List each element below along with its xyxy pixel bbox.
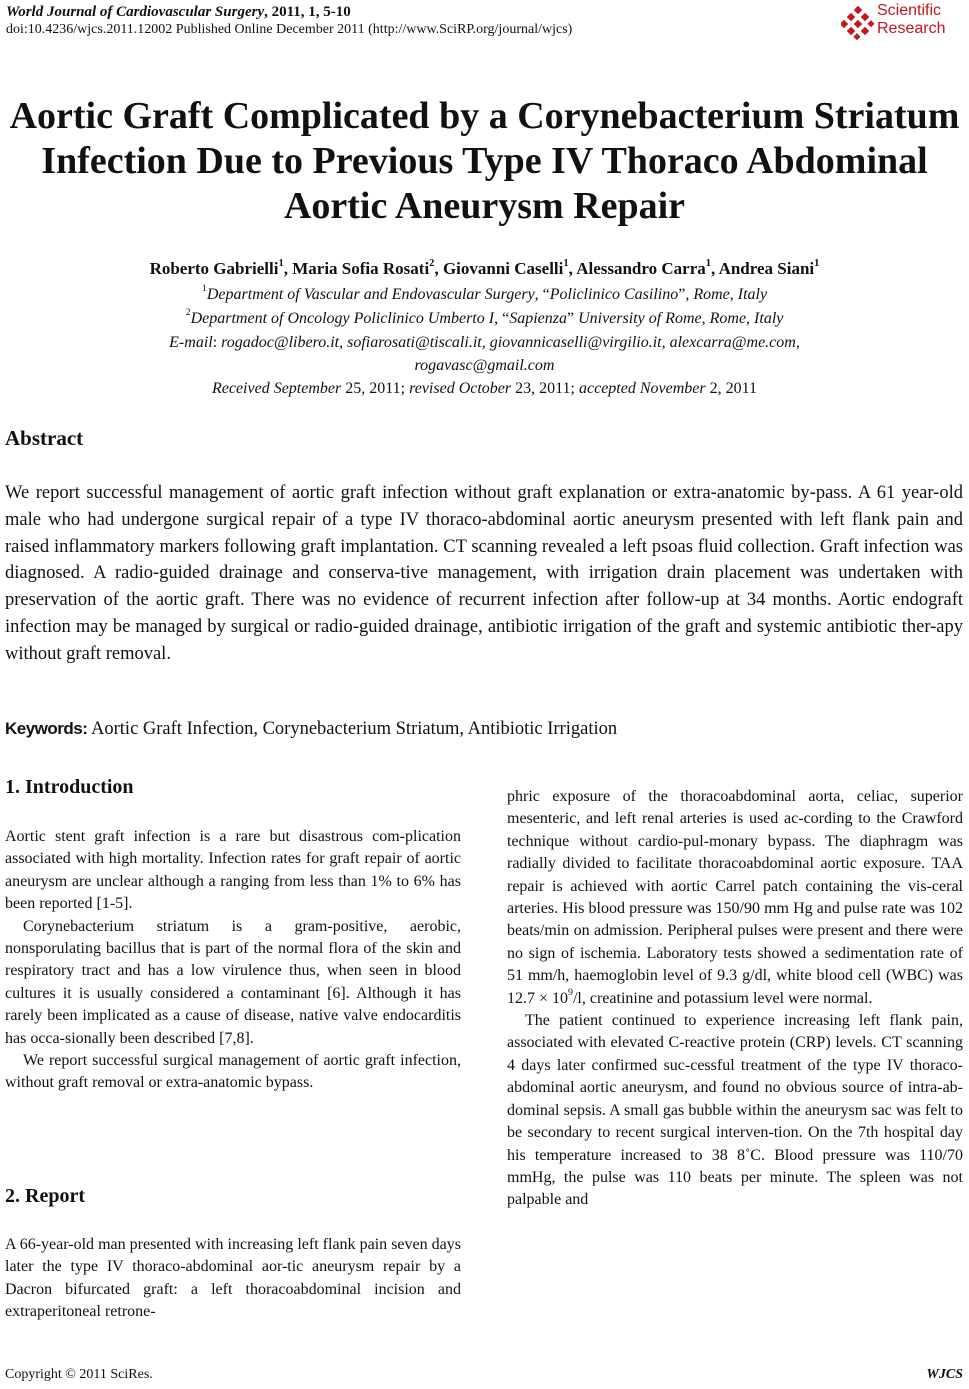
author-affil-mark: 1 [563, 257, 569, 269]
affil-mark: 2 [185, 307, 191, 319]
paragraph: The patient continued to experience increasing left flank pain, associated with elevated C-reactive protein (CRP) levels. CT scanning 4 days later confirmed suc-cessful treatment of the type IV thoraco-abdominal aortic aneurysm, and found no obvious source of intra-ab-dominal sepsis. A small gas bubble within the aneurysm sac was felt to be secondary to recent surgical interven-tion. On the 7th hospital day his temperature increased to 38 8˚C. Blood pressure was 110/70 mmHg, the pulse was 110 beats per minute. The spleen was not palpable and [507, 1012, 963, 1209]
author-name: Andrea Siani [718, 259, 815, 278]
right-column [507, 786, 963, 1212]
keywords [5, 716, 963, 742]
email-line-1 [0, 332, 969, 354]
author-separator: , [568, 259, 577, 278]
affiliation-2 [0, 308, 969, 330]
affil-punct: , [701, 310, 710, 327]
author-affil-mark: 1 [278, 257, 284, 269]
keywords-text: Aortic Graft Infection, Corynebacterium Striatum, Antibiotic Irrigation [87, 719, 618, 739]
copyright-notice: Copyright © 2011 SciRes. [5, 1367, 153, 1382]
abstract-text: We report successful management of aortic graft infection without graft explanation or extra-anatomic by-pass. A 61 year-old male who had undergone surgical repair of a type IV thoraco-abdominal aortic aneurysm presented with left flank pain and raised inflammatory markers following graft implantation. CT scanning revealed a left psoas fluid collection. Graft infection was diagnosed. A radio-guided drainage and conserva-tive management, with irrigation drain placement was undertaken with preservation of the aortic graft. There was no evidence of recurrent infection after follow-up at 34 months. Aortic endograft infection may be managed by surgical or radio-guided drainage, antibiotic irrigation of the graft and systemic antibiotic ther-apy without graft removal. [5, 483, 963, 664]
paragraph-text: phric exposure of the thoracoabdominal aorta, celiac, superior mesenteric, and left renal arteries is used ac-cording to the Crawford technique without cardio-pul-monary bypass. The diaphragm was radially divided to facilitate thoracoabdominal aortic exposure. TAA repair is achieved with aortic Carrel patch containing the vis-ceral arteries. His blood pressure was 150/90 mm Hg and pulse rate was 102 beats/min on admission. Peripheral pulses were present and there were no sign of ischemia. Laboratory tests showed a sedimentation rate of 51 mm/h, haemoglobin level of 9.3 g/dl, white blood cell (WBC) was 12.7 × 10 [507, 788, 963, 1007]
affiliation-1 [0, 284, 969, 306]
revised-date: 23, 2011; [511, 380, 579, 397]
paragraph-text: /l, creatinine and potassium level were normal. [572, 989, 873, 1007]
affil-university-name: University of Rome [578, 310, 702, 327]
paragraph: We report successful surgical management of aortic graft infection, without graft removal or extra-anatomic bypass. [5, 1052, 461, 1092]
section-heading-report: 2. Report [5, 1185, 85, 1207]
publisher-logo [841, 2, 965, 44]
keywords-label: Keywords: [5, 719, 88, 738]
journal-citation [6, 3, 746, 21]
author-separator: , [434, 259, 443, 278]
article-title [0, 94, 969, 229]
affil-punct: , “ [494, 310, 510, 327]
affil-punct: ”, [678, 286, 694, 303]
paragraph: Corynebacterium striatum is a gram-positive, aerobic, nonsporulating bacillus that is part of the normal flora of the skin and respiratory tract and has a low virulence thus, when seen in blood cultures it is usually considered a contaminant [6]. Although it has rarely been implicated as a cause of disease, native valve endocarditis has occa-sionally been described [7,8]. [5, 917, 461, 1047]
title-line-3: Aortic Aneurysm Repair [283, 185, 686, 227]
affil-punct: , [729, 286, 738, 303]
title-line-2: Infection Due to Previous Type IV Thoraco Abdominal [41, 140, 928, 182]
accepted-label: accepted November [579, 380, 706, 397]
logo-text [877, 2, 945, 38]
affil-mark: 1 [201, 283, 207, 295]
affil-punct: ” [566, 310, 579, 327]
exponent: 9 [568, 986, 573, 998]
doi-line: doi:10.4236/wjcs.2011.12002 Published Online December 2011 (http://www.SciRP.org/journal/wjcs) [6, 22, 573, 37]
section-heading-introduction: 1. Introduction [5, 776, 134, 798]
author-name: Alessandro Carra [576, 259, 706, 278]
author-separator: , [711, 259, 719, 278]
journal-name: World Journal of Cardiovascular Surgery [6, 4, 265, 20]
affil-dept: Department of Oncology Policlinico Umberto I [190, 310, 495, 327]
author-affil-mark: 1 [705, 257, 712, 269]
journal-issue: , 2011, 1, 5-10 [264, 4, 351, 20]
affil-city: Rome [693, 286, 730, 303]
left-column-report [5, 1234, 461, 1324]
left-column-intro [5, 826, 461, 1095]
affil-dept: Department of Vascular and Endovascular Surgery [206, 286, 535, 303]
journal-header [6, 3, 746, 39]
received-date: 25, 2011; [341, 380, 410, 397]
affil-punct: , “ [534, 286, 550, 303]
affil-city: Rome [709, 310, 747, 327]
logo-line-1: Scientific [877, 2, 942, 19]
accepted-date: 2, 2011 [705, 380, 758, 397]
title-line-1: Aortic Graft Complicated by a Corynebacterium Striatum [9, 95, 960, 137]
author-name: Giovanni Caselli [442, 259, 564, 278]
affil-university: Sapienza [509, 310, 567, 327]
author-affil-mark: 2 [429, 257, 435, 269]
author-name: Maria Sofia Rosati [292, 259, 430, 278]
email-address: rogavasc@gmail.com [414, 357, 555, 374]
journal-abbreviation: WJCS [926, 1367, 963, 1382]
paragraph: Aortic stent graft infection is a rare but disastrous com-plication associated with high mortality. Infection rates for graft repair of aortic aneurysm are unclear although a ranging from less than 1% to 6% has been reported [1-5]. [5, 828, 461, 913]
revised-label: revised October [409, 380, 512, 397]
email-line-2 [0, 355, 969, 377]
author-affil-mark: 1 [814, 257, 820, 269]
author-list [0, 258, 969, 280]
paragraph: A 66-year-old man presented with increasing left flank pain seven days later the type IV thoraco-abdominal aor-tic aneurysm repair by a Dacron bifurcated graft: a left thoracoabdominal incision and extraperitoneal retrone- [5, 1236, 461, 1321]
dates-line [0, 378, 969, 400]
received-label: Received September [211, 380, 342, 397]
affil-hospital: Policlinico Casilino [549, 286, 679, 303]
email-colon: : [212, 334, 222, 351]
email-addresses: rogadoc@libero.it, sofiarosati@tiscali.it, giovannicaselli@virgilio.it, alexcarra@me.com, [221, 334, 800, 351]
author-separator: , [283, 259, 293, 278]
abstract-heading: Abstract [5, 426, 84, 450]
author-name: Roberto Gabrielli [149, 259, 279, 278]
page-footer [5, 1366, 963, 1384]
logo-line-2: Research [877, 20, 946, 37]
email-label: E-mail [169, 334, 213, 351]
affil-country: Italy [754, 310, 784, 327]
affil-punct: , [746, 310, 755, 327]
affil-country: Italy [737, 286, 768, 303]
paragraph [507, 786, 963, 1010]
diamond-cluster-icon [841, 6, 875, 40]
